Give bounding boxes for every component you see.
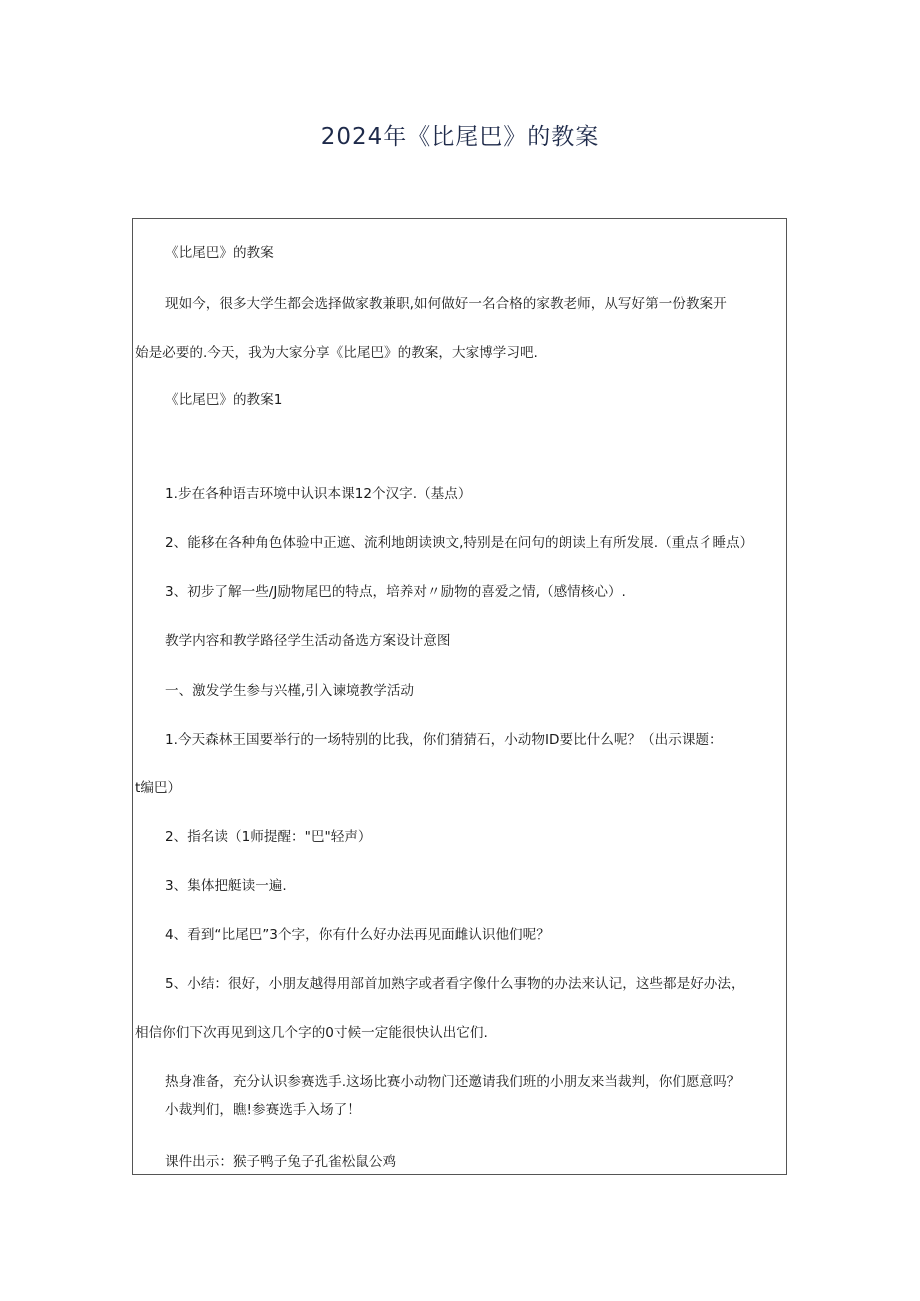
goal-3: 3、初步了解一些/J励物尾巴的特点，培养对〃励物的喜爱之情,（感情核心）. [165, 584, 626, 600]
intro-line-2: 始是必要的.今天，我为大家分享《比尾巴》的教案，大家博学习吧. [135, 345, 538, 361]
warmup-line-1: 热身准备，充分认识参赛选手.这场比赛小动物门还邀请我们班的小朋友来当裁判，你们愿意吗？ [165, 1074, 741, 1090]
activity-heading: 一、激发学生参与兴槿,引入谏境教学活动 [165, 683, 415, 699]
step-1-line-1: 1.今天森林王国要举行的一场特别的比我，你们猜猜石，小动物ID要比什么呢？（出示课题： [165, 732, 723, 748]
courseware-line: 课件出示：猴子鸭子兔子孔雀松鼠公鸡 [165, 1154, 397, 1170]
step-1-line-2: t编巴） [135, 780, 182, 796]
subheading: 《比尾巴》的教案 [165, 245, 274, 261]
goal-1: 1.步在各种语吉环境中认识本课12个汉字.（基点） [165, 486, 472, 502]
table-header-text: 教学内容和教学路径学生活动备选方案设计意图 [165, 633, 451, 649]
section-heading: 《比尾巴》的教案1 [165, 392, 283, 408]
document-title: 2024年《比尾巴》的教案 [320, 124, 600, 150]
step-5-line-1: 5、小结：很好，小朋友越得用部首加熟字或者看字像什么事物的办法来认记，这些都是好办法， [165, 976, 745, 992]
goal-2: 2、能移在各种角色体验中正遮、流利地朗读谀文,特别是在问句的朗读上有所发展.（重点彳睡点） [165, 535, 754, 551]
step-4: 4、看到“比尾巴”3个字，你有什么好办法再见面雌认识他们呢？ [165, 927, 550, 943]
step-5-line-2: 相信你们下次再见到这几个字的0寸候一定能很快认出它们. [135, 1025, 488, 1041]
warmup-line-2: 小裁判们，瞧!参赛选手入场了！ [165, 1102, 361, 1118]
step-2: 2、指名读（1师提醒："巴"轻声） [165, 829, 372, 845]
step-3: 3、集体把艇读一遍. [165, 878, 287, 894]
intro-line-1: 现如今，很多大学生都会选择做家教兼职,如何做好一名合格的家教老师，从写好第一份教案开 [165, 296, 727, 312]
